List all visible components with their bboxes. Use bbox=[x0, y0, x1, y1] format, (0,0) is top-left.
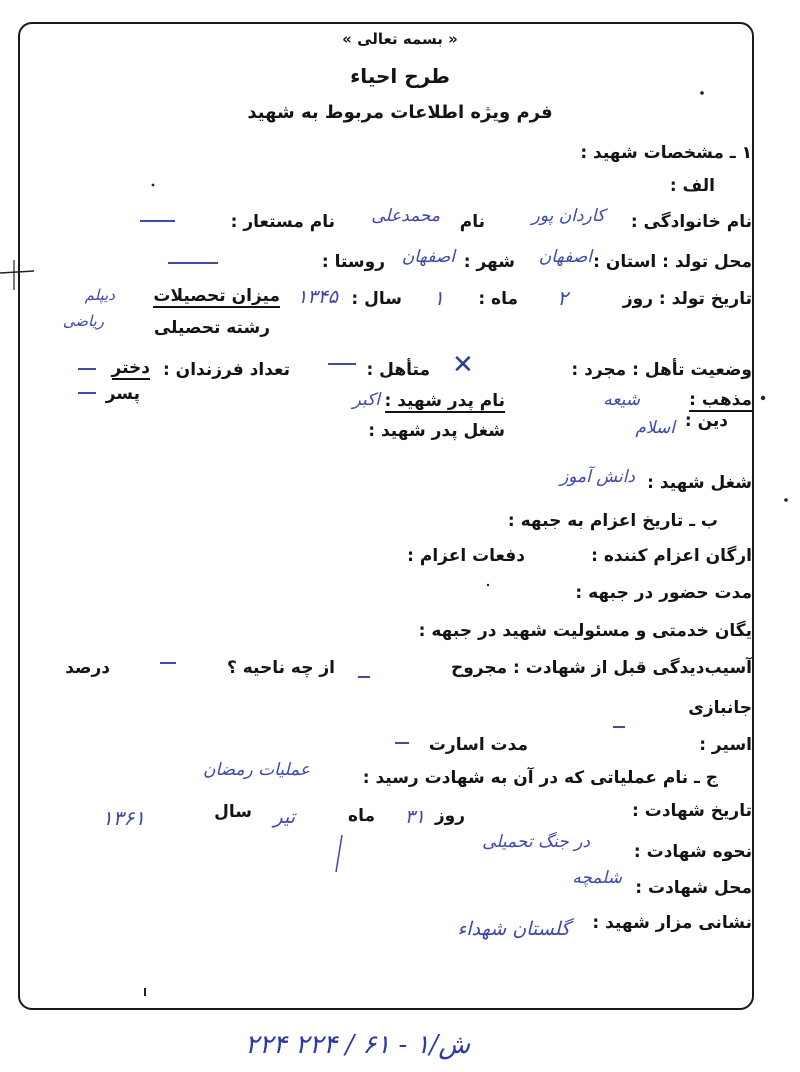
birthplace-label: محل تولد : استان : bbox=[593, 252, 752, 272]
single-check-mark: ✕ bbox=[452, 350, 474, 380]
son-dash bbox=[78, 392, 96, 394]
janbazi-label: جانبازی bbox=[688, 698, 752, 718]
reference-number: ۲۲۴ ۲۲۴ / ۶۱ - ۱/ش bbox=[245, 1030, 471, 1060]
father-name-label: نام پدر شهید : bbox=[384, 391, 505, 411]
project-title: طرح احیاء bbox=[350, 64, 450, 88]
injury-dash bbox=[358, 676, 370, 678]
martyr-job-value: دانش آموز bbox=[560, 467, 635, 487]
place-label: محل شهادت : bbox=[635, 878, 752, 898]
operation-value: عملیات رمضان bbox=[202, 760, 310, 780]
marital-label: وضعیت تأهل : مجرد : bbox=[571, 360, 752, 380]
city-label: شهر : bbox=[463, 252, 515, 272]
unit-label: یگان خدمتی و مسئولیت شهید در جبهه : bbox=[418, 621, 752, 641]
speck-5 bbox=[784, 498, 788, 502]
religion-label: دین : bbox=[684, 411, 728, 431]
name-label: نام bbox=[459, 212, 485, 232]
injury-label: آسیب‌دیدگی قبل از شهادت : مجروح bbox=[450, 658, 752, 678]
manner-label: نحوه شهادت : bbox=[633, 842, 752, 862]
father-job-label: شغل پدر شهید : bbox=[368, 421, 505, 441]
birth-year: ۱۳۴۵ bbox=[297, 286, 338, 308]
captivity-duration-label: مدت اسارت bbox=[428, 735, 528, 755]
religion-sect-label: مذهب : bbox=[689, 390, 752, 410]
daughter-dash bbox=[78, 368, 96, 370]
month-label: ماه : bbox=[478, 289, 518, 309]
manner-value: در جنگ تحمیلی bbox=[482, 832, 590, 852]
bismillah: « بسمه تعالی » bbox=[342, 30, 458, 48]
captive-dash bbox=[395, 742, 409, 744]
education-level-value: دیپلم bbox=[84, 286, 115, 304]
education-level-label: میزان تحصیلات bbox=[153, 286, 280, 306]
surname-value: کاردان پور bbox=[531, 206, 605, 226]
daughter-label: دختر bbox=[111, 358, 150, 378]
form-title: فرم ویژه اطلاعات مربوط به شهید bbox=[247, 102, 553, 123]
birth-month: ۱ bbox=[433, 286, 444, 310]
percent-label: درصد bbox=[65, 658, 110, 678]
region-dash bbox=[160, 662, 176, 664]
religion-sect-value: شیعه bbox=[603, 390, 640, 410]
operation-label: ج ـ نام عملیاتی که در آن به شهادت رسید : bbox=[362, 768, 718, 788]
janbazi-dash bbox=[613, 726, 625, 728]
village-dash bbox=[168, 262, 218, 264]
sub-a-label: الف : bbox=[669, 176, 715, 196]
surname-label: نام خانوادگی : bbox=[630, 212, 752, 232]
name-value: محمدعلی bbox=[371, 206, 440, 226]
village-label: روستا : bbox=[321, 252, 385, 272]
birth-day: ۲ bbox=[557, 286, 568, 310]
martyrdom-year-value: ۱۳۶۱ bbox=[102, 806, 145, 830]
grave-value: گلستان شهداء bbox=[457, 918, 570, 940]
religion-value: اسلام bbox=[635, 418, 675, 438]
martyrdom-date-label: تاریخ شهادت : bbox=[632, 801, 752, 821]
alias-label: نام مستعار : bbox=[230, 212, 335, 232]
captive-label: اسیر : bbox=[699, 735, 752, 755]
duration-label: مدت حضور در جبهه : bbox=[575, 583, 752, 603]
grave-label: نشانی مزار شهید : bbox=[592, 913, 752, 933]
father-name-value: اکبر bbox=[352, 390, 380, 410]
children-label: تعداد فرزندان : bbox=[162, 360, 290, 380]
field-value: ریاضی bbox=[62, 312, 104, 330]
dispatch-count-label: دفعات اعزام : bbox=[407, 546, 525, 566]
dispatch-org-label: ارگان اعزام کننده : bbox=[591, 546, 752, 566]
year-label: سال : bbox=[351, 289, 402, 309]
martyrdom-day-value: ۳۱ bbox=[404, 806, 425, 828]
province-value: اصفهان bbox=[538, 247, 592, 267]
alias-dash bbox=[140, 220, 175, 222]
married-label: متأهل : bbox=[366, 360, 430, 380]
region-label: از چه ناحیه ؟ bbox=[226, 658, 335, 678]
section1-title: ۱ ـ مشخصات شهید : bbox=[580, 143, 752, 163]
martyrdom-month-value: تیر bbox=[273, 806, 295, 828]
c-year-label: سال bbox=[214, 802, 252, 822]
day-label: روز bbox=[434, 806, 465, 826]
c-month-label: ماه bbox=[348, 806, 375, 826]
speck-4 bbox=[761, 396, 765, 400]
son-label: پسر bbox=[105, 384, 140, 404]
field-label: رشته تحصیلی bbox=[153, 318, 270, 338]
city-value: اصفهان bbox=[401, 247, 455, 267]
birthdate-label: تاریخ تولد : روز bbox=[622, 289, 752, 309]
place-value: شلمچه bbox=[572, 868, 622, 888]
section-b-title: ب ـ تاریخ اعزام به جبهه : bbox=[507, 511, 718, 531]
martyr-job-label: شغل شهید : bbox=[647, 473, 752, 493]
married-dash bbox=[328, 363, 356, 365]
